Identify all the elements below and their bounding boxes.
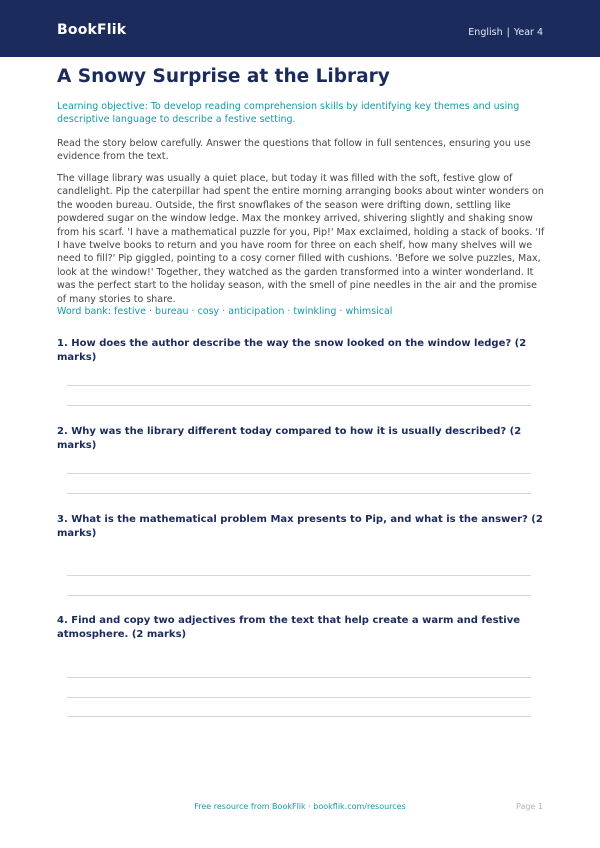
instructions: Read the story below carefully. Answer the questions that follow in full sentences, ensuring you use evidence from the text. bbox=[57, 138, 531, 163]
meta-separator: | bbox=[506, 27, 510, 38]
header-bar bbox=[0, 0, 600, 57]
answer-line[interactable] bbox=[67, 473, 531, 474]
learning-objective: Learning objective: To develop reading comprehension skills by identifying key themes and using descriptive language to describe a festive setting. bbox=[57, 101, 520, 126]
question-2: 2. Why was the library different today compared to how it is usually described? (2 marks) bbox=[57, 426, 522, 451]
subject-label: English bbox=[468, 27, 503, 38]
year-label: Year 4 bbox=[513, 27, 543, 38]
story-text: The village library was usually a quiet place, but today it was filled with the soft, festive glow of candlelight. Pip the caterpillar had spent the entire morning arranging books about winter wonders on the wooden bureau. Outside, the first snowflakes of the season were drifting down, settling like powdered sugar on the window ledge. Max the monkey arrived, shivering slightly and shaking snow from his scarf. 'I have a mathematical puzzle for you, Pip!' Max exclaimed, holding a stack of books. 'If I have twelve books to return and you have room for three on each shelf, how many shelves will we need to fill?' Pip giggled, pointing to a cosy corner filled with cushions. 'Before we solve puzzles, Max, look at the window!' Together, they watched as the garden transformed into a winter wonderland. It was the perfect start to the holiday season, with the smell of pine needles in the air and the promise of many stories to share. bbox=[57, 173, 545, 305]
question-3: 3. What is the mathematical problem Max presents to Pip, and what is the answer? (2 marks) bbox=[57, 514, 543, 539]
header-meta bbox=[468, 27, 543, 38]
footer-resource-link[interactable]: Free resource from BookFlik · bookflik.com/resources bbox=[194, 802, 406, 811]
worksheet-title: A Snowy Surprise at the Library bbox=[57, 66, 390, 87]
answer-line[interactable] bbox=[67, 385, 531, 386]
answer-line[interactable] bbox=[67, 595, 531, 596]
answer-line[interactable] bbox=[67, 716, 531, 717]
answer-line[interactable] bbox=[67, 575, 531, 576]
answer-line[interactable] bbox=[67, 493, 531, 494]
question-4: 4. Find and copy two adjectives from the text that help create a warm and festive atmosphere. (2 marks) bbox=[57, 615, 521, 640]
page-number: Page 1 bbox=[516, 802, 543, 811]
answer-line[interactable] bbox=[67, 697, 531, 698]
question-1: 1. How does the author describe the way the snow looked on the window ledge? (2 marks) bbox=[57, 338, 527, 363]
answer-line[interactable] bbox=[67, 405, 531, 406]
brand-logo: BookFlik bbox=[57, 22, 127, 38]
word-bank: Word bank: festive · bureau · cosy · anticipation · twinkling · whimsical bbox=[57, 306, 393, 317]
answer-line[interactable] bbox=[67, 677, 531, 678]
